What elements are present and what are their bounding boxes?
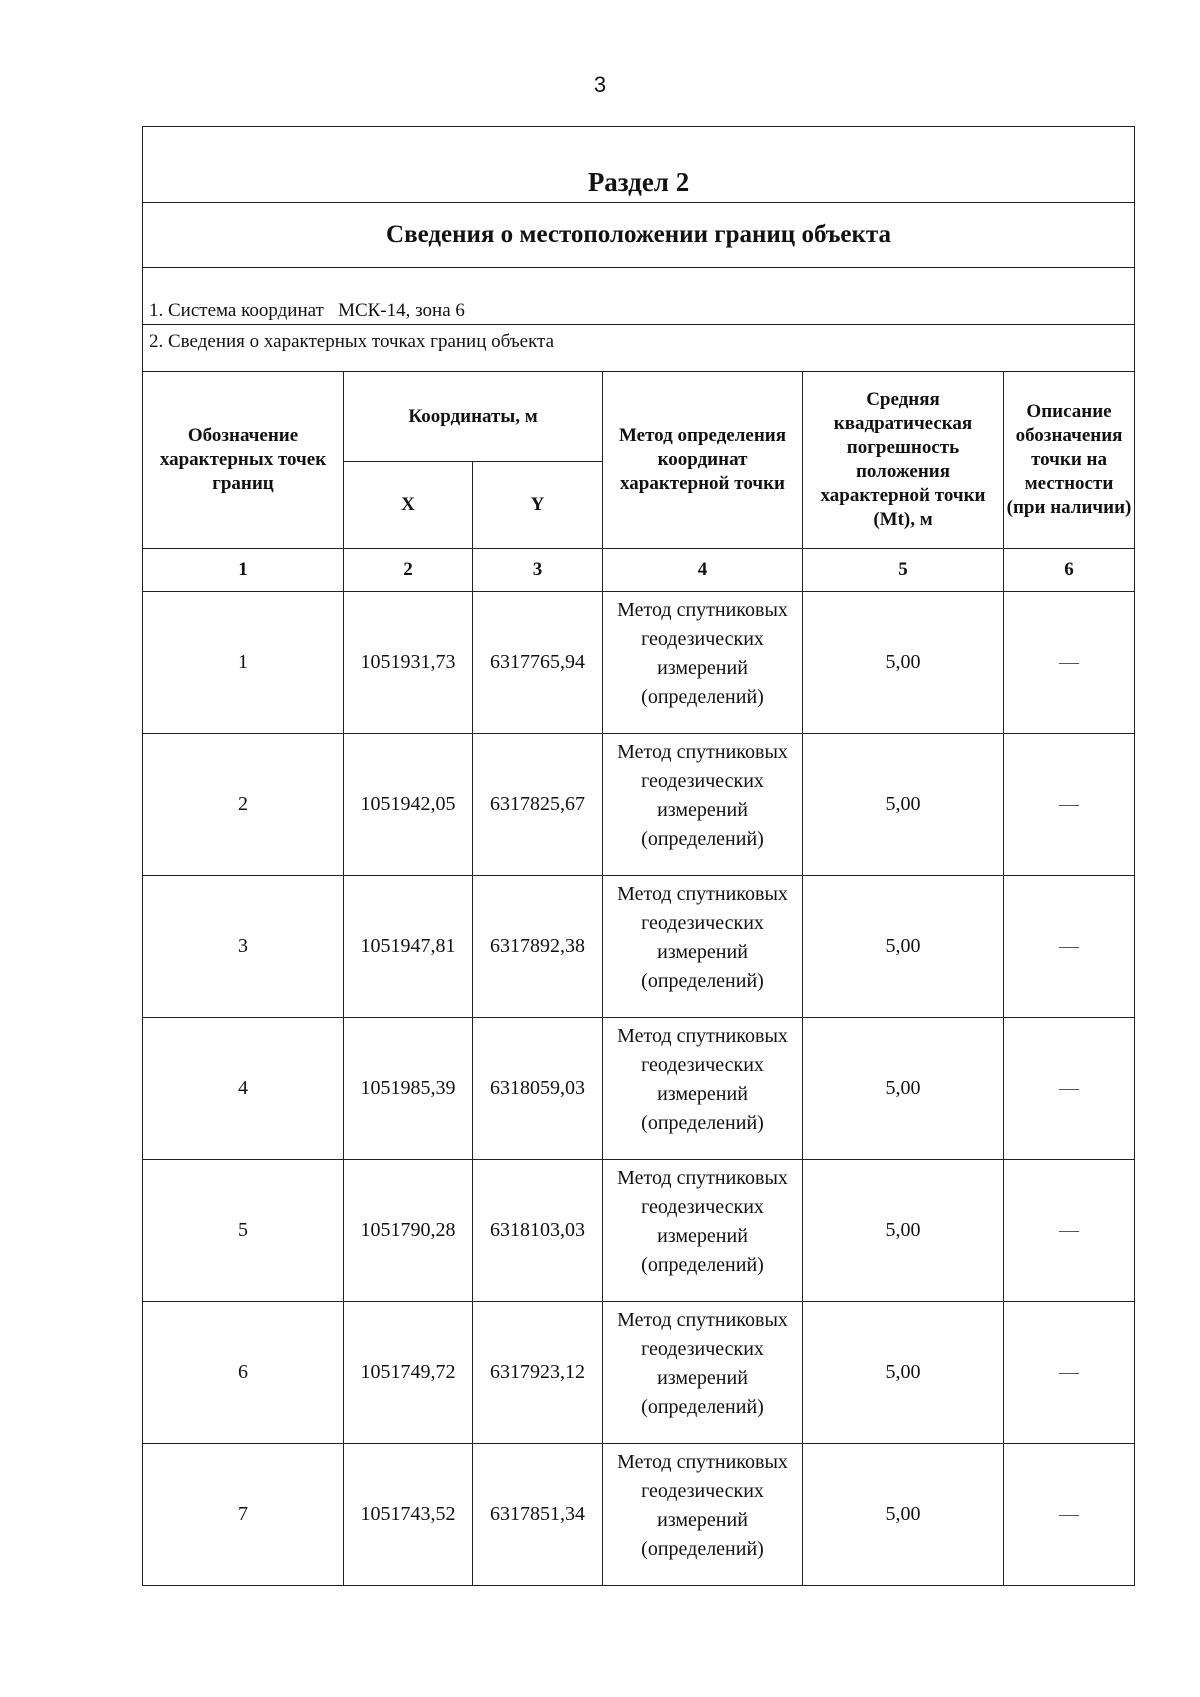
- description-cell: —: [1004, 1302, 1135, 1444]
- coord-y: 6317892,38: [473, 876, 603, 1018]
- point-number: 3: [143, 876, 344, 1018]
- description-cell: —: [1004, 734, 1135, 876]
- header-mean-error: Средняя квадратическая погрешность положения характерной точки (Mt), м: [803, 372, 1004, 549]
- column-number: 1: [143, 549, 344, 592]
- header-y: Y: [473, 462, 603, 549]
- mean-error: 5,00: [803, 592, 1004, 734]
- table-row: [143, 1018, 1135, 1160]
- table-row: [143, 592, 1135, 734]
- mean-error: 5,00: [803, 734, 1004, 876]
- description-cell: —: [1004, 1018, 1135, 1160]
- coord-x: 1051743,52: [344, 1444, 473, 1586]
- column-number: 4: [603, 549, 803, 592]
- column-number: 2: [344, 549, 473, 592]
- coord-y: 6318103,03: [473, 1160, 603, 1302]
- method-cell: Метод спутниковых геодезических измерений (определений): [603, 734, 803, 876]
- mean-error: 5,00: [803, 876, 1004, 1018]
- table-row: [143, 1302, 1135, 1444]
- method-cell: Метод спутниковых геодезических измерений (определений): [603, 876, 803, 1018]
- method-cell: Метод спутниковых геодезических измерений (определений): [603, 592, 803, 734]
- coordinate-system: 1. Система координат МСК-14, зона 6: [143, 268, 1135, 325]
- coord-y: 6318059,03: [473, 1018, 603, 1160]
- method-cell: Метод спутниковых геодезических измерений (определений): [603, 1444, 803, 1586]
- table-row: [143, 876, 1135, 1018]
- coord-y: 6317851,34: [473, 1444, 603, 1586]
- mean-error: 5,00: [803, 1302, 1004, 1444]
- method-cell: Метод спутниковых геодезических измерений (определений): [603, 1160, 803, 1302]
- description-cell: —: [1004, 1160, 1135, 1302]
- column-number: 3: [473, 549, 603, 592]
- section-title: Раздел 2: [143, 127, 1135, 203]
- point-number: 1: [143, 592, 344, 734]
- column-number: 5: [803, 549, 1004, 592]
- mean-error: 5,00: [803, 1160, 1004, 1302]
- boundary-table: [142, 126, 1135, 1586]
- point-number: 4: [143, 1018, 344, 1160]
- coord-y: 6317923,12: [473, 1302, 603, 1444]
- coord-x: 1051985,39: [344, 1018, 473, 1160]
- points-heading: 2. Сведения о характерных точках границ объекта: [143, 325, 1135, 372]
- header-coordinates: Координаты, м: [344, 372, 603, 462]
- coord-y: 6317825,67: [473, 734, 603, 876]
- header-method: Метод определения координат характерной точки: [603, 372, 803, 549]
- point-number: 2: [143, 734, 344, 876]
- header-x: X: [344, 462, 473, 549]
- column-number: 6: [1004, 549, 1135, 592]
- column-number-row: [143, 549, 1135, 592]
- header-point-designation: Обозначение характерных точек границ: [143, 372, 344, 549]
- coord-x: 1051942,05: [344, 734, 473, 876]
- description-cell: —: [1004, 1444, 1135, 1586]
- method-cell: Метод спутниковых геодезических измерений (определений): [603, 1018, 803, 1160]
- table-row: [143, 734, 1135, 876]
- point-number: 7: [143, 1444, 344, 1586]
- point-number: 5: [143, 1160, 344, 1302]
- coord-y: 6317765,94: [473, 592, 603, 734]
- table-row: [143, 1444, 1135, 1586]
- description-cell: —: [1004, 876, 1135, 1018]
- table-row: [143, 1160, 1135, 1302]
- header-description: Описание обозначения точки на местности (при наличии): [1004, 372, 1135, 549]
- point-number: 6: [143, 1302, 344, 1444]
- section-subtitle: Сведения о местоположении границ объекта: [143, 203, 1135, 268]
- description-cell: —: [1004, 592, 1135, 734]
- coord-x: 1051931,73: [344, 592, 473, 734]
- mean-error: 5,00: [803, 1444, 1004, 1586]
- coord-x: 1051947,81: [344, 876, 473, 1018]
- mean-error: 5,00: [803, 1018, 1004, 1160]
- method-cell: Метод спутниковых геодезических измерений (определений): [603, 1302, 803, 1444]
- coord-x: 1051790,28: [344, 1160, 473, 1302]
- page-number: 3: [593, 72, 607, 97]
- coord-x: 1051749,72: [344, 1302, 473, 1444]
